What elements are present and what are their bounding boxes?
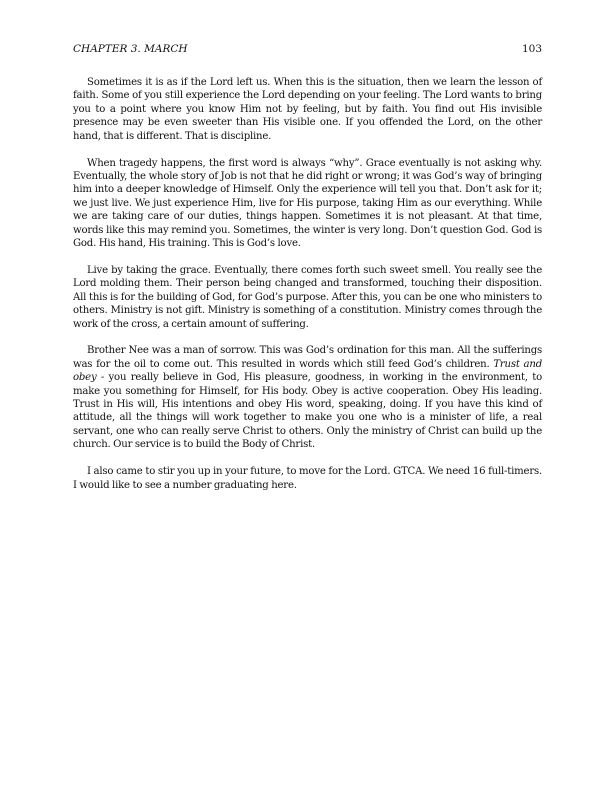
page-number: 103	[521, 43, 542, 55]
paragraph-brother-nee	[73, 344, 542, 451]
paragraph-future: I also came to stir you up in your future, to move for the Lord. GTCA. We need 16 full-timers. I would like to see a number graduating here.	[73, 466, 542, 491]
paragraph-faith: Sometimes it is as if the Lord left us. When this is the situation, then we learn the lesson of faith. Some of you still experience the Lord depending on your feeling. The Lord wants to bring you to a point where you know Him not by feeling, but by faith. You find out His invisible presence may be even sweeter than His visible one. If you offended the Lord, on the other hand, that is different. That is discipline.	[73, 77, 542, 142]
running-header	[73, 43, 542, 57]
paragraph-text: Brother Nee was a man of sorrow. This was God’s ordination for this man. All the sufferings was for the oil to come out. This resulted in words which still feed God’s children.	[73, 345, 542, 370]
paragraph-grace: Live by taking the grace. Eventually, there comes forth such sweet smell. You really see the Lord molding them. Their person being changed and transformed, touching their disposition. All this is for the building of God, for God’s purpose. After this, you can be one who ministers to others. Ministry is not gift. Ministry is something of a constitution. Ministry comes through the work of the cross, a certain amount of suffering.	[73, 264, 542, 330]
paragraph-text: - you really believe in God, His pleasure, goodness, in working in the environment, to make you something for Himself, for His body. Obey is active cooperation. Obey His leading. Trust in His will, His intentions and obey His word, speaking, doing. If you have this kind of attitude, all the things will work together to make you one who is a minister of life, a real servant, one who can really serve Christ to others. Only the ministry of Christ can build up the church. Our service is to build the Body of Christ.	[73, 372, 542, 451]
page-body	[73, 76, 542, 505]
paragraph-tragedy: When tragedy happens, the first word is always “why”. Grace eventually is not asking why. Eventually, the whole story of Job is not that he did right or wrong; it was God’s way of bringing him into a deeper knowledge of Himself. Only the experience will tell you that. Don’t ask for it; we just live. We just experience Him, live for His purpose, taking Him as our everything. While we are taking care of our duties, things happen. Sometimes it is not pleasant. At that time, words like this may remind you. Sometimes, the winter is very long. Don’t question God. God is God. His hand, His training. This is God’s love.	[73, 157, 542, 249]
chapter-title: CHAPTER 3. MARCH	[73, 43, 188, 55]
emphasis-text: Trust and obey	[73, 358, 542, 384]
